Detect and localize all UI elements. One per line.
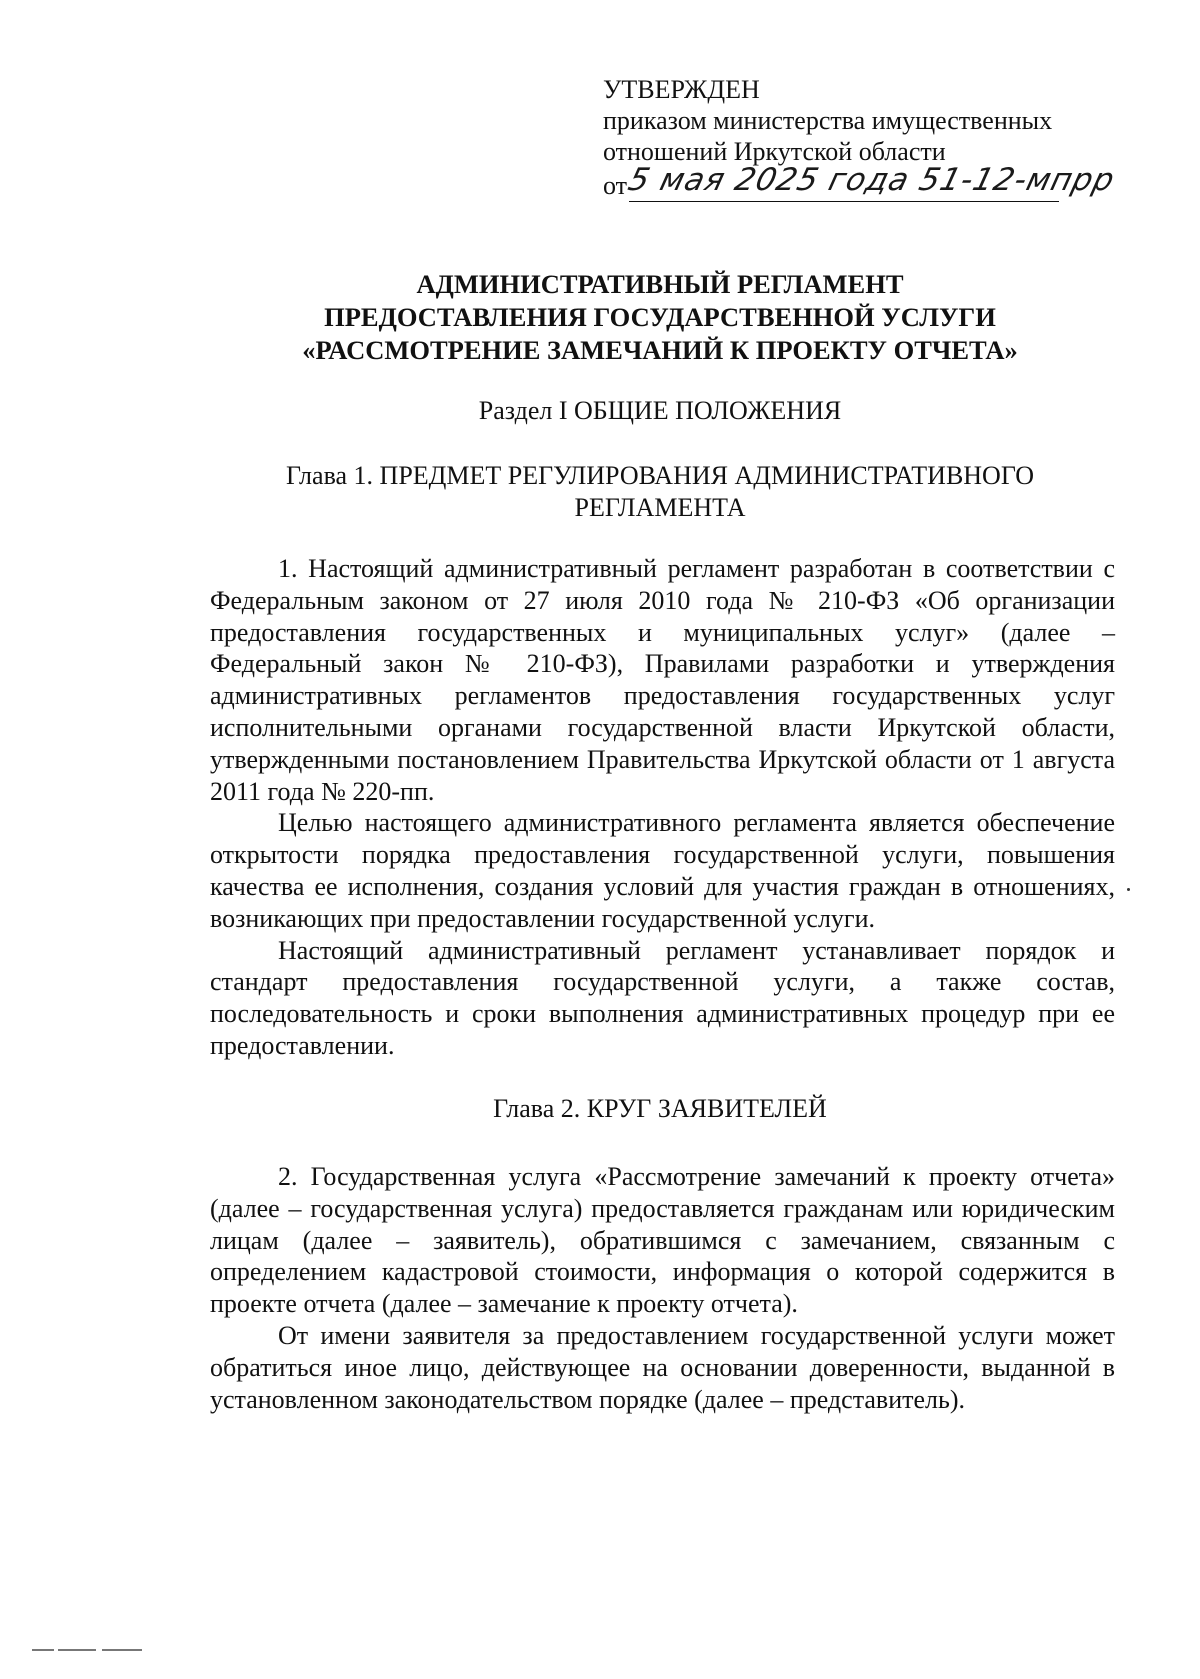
scan-artifact-marks [32,1649,142,1652]
section-heading: Раздел I ОБЩИЕ ПОЛОЖЕНИЯ [478,396,842,425]
paragraph-1: 1. Настоящий административный регламент разработан в соответствии с Федеральным законом от 27 июля 2010 года № 210-ФЗ «Об организации предоставления государственных и муниципальных услуг» (далее – Федеральный закон № 210-ФЗ), Правилами разработки и утверждения административных регламентов предоставления государственных услуг исполнительными органами государственной власти Иркутской области, утвержденными постановлением Правительства Иркутской области от 1 августа 2011 года № 220-пп. [210,554,1115,806]
title-line-3: «РАССМОТРЕНИЕ ЗАМЕЧАНИЙ К ПРОЕКТУ ОТЧЕТА» [302,335,1018,365]
chapter-2-body [210,1161,1115,1415]
chapter-1-heading-line-2: РЕГЛАМЕНТА [574,493,746,522]
paragraph-scope: Настоящий административный регламент устанавливает порядок и стандарт предоставления государственной услуги, а также состав, последовательность и сроки выполнения административных процедур при ее предоставлении. [210,935,1115,1060]
scan-speck [1127,888,1130,891]
approval-line-1: приказом министерства имущественных [603,106,1053,135]
date-underline [629,201,1059,202]
approval-date-line [603,162,1119,205]
approval-heading: УТВЕРЖДЕН [603,75,760,104]
paragraph-2: 2. Государственная услуга «Рассмотрение замечаний к проекту отчета» (далее – государственная услуга) предоставляется гражданам или юридическим лицам (далее – заявитель), обратившимся с замечанием, связанным с определением кадастровой стоимости, информация о которой содержится в проекте отчета (далее – замечание к проекту отчета). [210,1162,1115,1319]
chapter-2-heading: Глава 2. КРУГ ЗАЯВИТЕЛЕЙ [493,1094,827,1123]
title-line-1: АДМИНИСТРАТИВНЫЙ РЕГЛАМЕНТ [416,269,904,299]
document-title [120,268,1200,367]
paragraph-goal: Целью настоящего административного регламента является обеспечение открытости порядка предоставления государственной услуги, повышения качества ее исполнения, создания условий для участия граждан в отношениях, возникающих при предоставлении государственной услуги. [210,808,1115,933]
paragraph-representative: От имени заявителя за предоставлением государственной услуги может обратиться иное лицо, действующее на основании доверенности, выданной в установленном законодательством порядке (далее – представитель). [210,1320,1115,1414]
title-line-2: ПРЕДОСТАВЛЕНИЯ ГОСУДАРСТВЕННОЙ УСЛУГИ [324,302,996,332]
chapter-1-body [210,553,1115,1062]
approval-line-2: отношений Иркутской области [603,137,946,166]
chapter-1-heading [200,460,1120,524]
chapter-1-heading-line-1: Глава 1. ПРЕДМЕТ РЕГУЛИРОВАНИЯ АДМИНИСТРАТИВНОГО [285,461,1034,490]
date-prefix: от [603,171,628,200]
handwritten-date: 5 мая 2025 года 51-12-мпрр [624,162,1119,198]
approval-block [603,74,1119,205]
